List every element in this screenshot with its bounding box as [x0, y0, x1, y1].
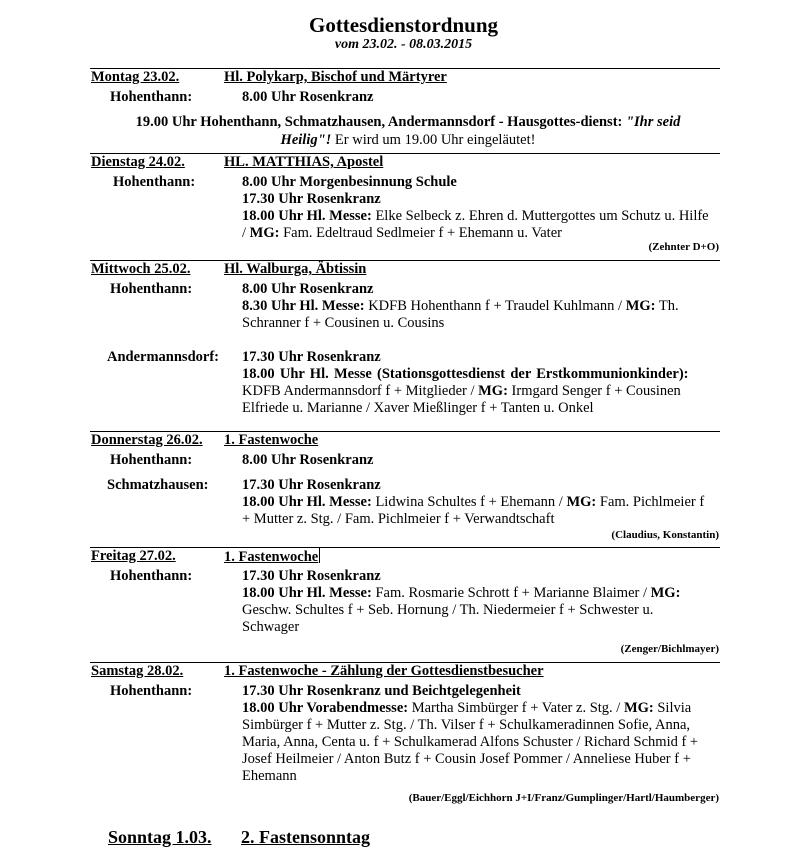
day-name-thursday: 1. Fastenwoche [224, 432, 319, 448]
event-line: 17.30 Uhr Rosenkranz [242, 349, 381, 365]
event-line: 18.00 Uhr Hl. Messe: Fam. Rosmarie Schrott f + Marianne Blaimer / MG: [242, 585, 681, 601]
event-line: 17.30 Uhr Rosenkranz [242, 477, 381, 493]
place-label: Hohenthann: [110, 281, 193, 297]
server-note: (Zehnter D+O) [648, 241, 719, 253]
event-line: + Mutter z. Stg. / Fam. Pichlmeier f + Verwandtschaft [242, 511, 555, 527]
section-divider [90, 547, 720, 548]
place-label: Hohenthann: [110, 89, 193, 105]
event-line: 8.00 Uhr Rosenkranz [242, 452, 374, 468]
day-name-monday: Hl. Polykarp, Bischof und Märtyrer [224, 69, 447, 85]
announcement-text: 19.00 Uhr Hohenthann, Schmatzhausen, Andermannsdorf - Hausgottes-dienst: [135, 114, 626, 130]
page-subtitle: vom 23.02. - 08.03.2015 [334, 37, 473, 52]
day-date-tuesday: Dienstag 24.02. [91, 154, 185, 170]
day-name-tuesday: HL. MATTHIAS, Apostel [224, 154, 384, 170]
event-line: 8.30 Uhr Hl. Messe: KDFB Hohenthann f + Traudel Kuhlmann / MG: Th. [242, 298, 679, 314]
event-line: 18.00 Uhr Hl. Messe (Stationsgottesdienst der Erstkommunionkinder): [242, 366, 689, 382]
event-line: 8.00 Uhr Morgenbesinnung Schule [242, 174, 457, 190]
day-date-sunday: Sonntag 1.03. [108, 827, 212, 847]
place-label: Hohenthann: [110, 452, 193, 468]
event-line: KDFB Andermannsdorf f + Mitglieder / MG: Irmgard Senger f + Cousinen [242, 383, 681, 399]
event-line: Simbürger f + Mutter z. Stg. / Th. Vilser f + Schulkameradinnen Sofie, Anna, [242, 717, 691, 733]
day-date-monday: Montag 23.02. [91, 69, 180, 85]
announcement-text: Er wird um 19.00 Uhr eingeläutet! [331, 132, 536, 148]
event-line: 8.00 Uhr Rosenkranz [242, 281, 374, 297]
event-line: 18.00 Uhr Vorabendmesse: Martha Simbürger f + Vater z. Stg. / MG: Silvia [242, 700, 692, 716]
page-title: Gottesdienstordnung [308, 13, 499, 37]
day-name-saturday: 1. Fastenwoche - Zählung der Gottesdienstbesucher [224, 663, 544, 679]
event-line: 18.00 Uhr Hl. Messe: Elke Selbeck z. Ehren d. Muttergottes um Schutz u. Hilfe [242, 208, 709, 224]
place-label: Hohenthann: [110, 568, 193, 584]
event-line: Schranner f + Cousinen u. Cousins [242, 315, 445, 331]
server-note: (Claudius, Konstantin) [611, 529, 719, 541]
event-line: Schwager [242, 619, 300, 635]
server-note: (Zenger/Bichlmayer) [620, 643, 719, 655]
day-name-friday: 1. Fastenwoche [224, 549, 319, 565]
place-label: Hohenthann: [113, 174, 196, 190]
day-name-sunday: 2. Fastensonntag [241, 827, 371, 847]
event-line: 18.00 Uhr Hl. Messe: Lidwina Schultes f + Ehemann / MG: Fam. Pichlmeier f [242, 494, 705, 510]
event-line: Elfriede u. Marianne / Xaver Mießlinger f + Tanten u. Onkel [242, 400, 594, 416]
event-line: 17.30 Uhr Rosenkranz [242, 568, 381, 584]
announcement-quote: "Ihr seid [625, 114, 681, 130]
special-announcement [100, 113, 716, 149]
event-line: Geschw. Schultes f + Seb. Hornung / Th. Niedermeier f + Schwester u. [242, 602, 654, 618]
event-line: Ehemann [242, 768, 297, 784]
server-note: (Bauer/Eggl/Eichhorn J+I/Franz/Gumplinger/Hartl/Haumberger) [408, 792, 719, 804]
event-line: / MG: Fam. Edeltraud Sedlmeier f + Ehemann u. Vater [242, 225, 562, 241]
announcement-quote: Heilig"! [280, 132, 332, 148]
text-cursor [319, 548, 320, 563]
place-label: Hohenthann: [110, 683, 193, 699]
day-date-wednesday: Mittwoch 25.02. [91, 261, 191, 277]
place-label: Andermannsdorf: [107, 349, 219, 365]
event-line: Josef Heilmeier / Anton Butz f + Cousin Josef Pommer / Anneliese Huber f + [242, 751, 691, 767]
day-date-saturday: Samstag 28.02. [91, 663, 184, 679]
day-date-friday: Freitag 27.02. [91, 548, 176, 564]
day-date-thursday: Donnerstag 26.02. [91, 432, 203, 448]
day-name-wednesday: Hl. Walburga, Äbtissin [224, 261, 367, 277]
event-line: 17.30 Uhr Rosenkranz [242, 191, 381, 207]
place-label: Schmatzhausen: [107, 477, 209, 493]
event-line: 17.30 Uhr Rosenkranz und Beichtgelegenheit [242, 683, 521, 699]
event-line: 8.00 Uhr Rosenkranz [242, 89, 374, 105]
event-line: Maria, Anna, Centa u. f + Schulkamerad Alfons Schuster / Richard Schmid f + [242, 734, 699, 750]
